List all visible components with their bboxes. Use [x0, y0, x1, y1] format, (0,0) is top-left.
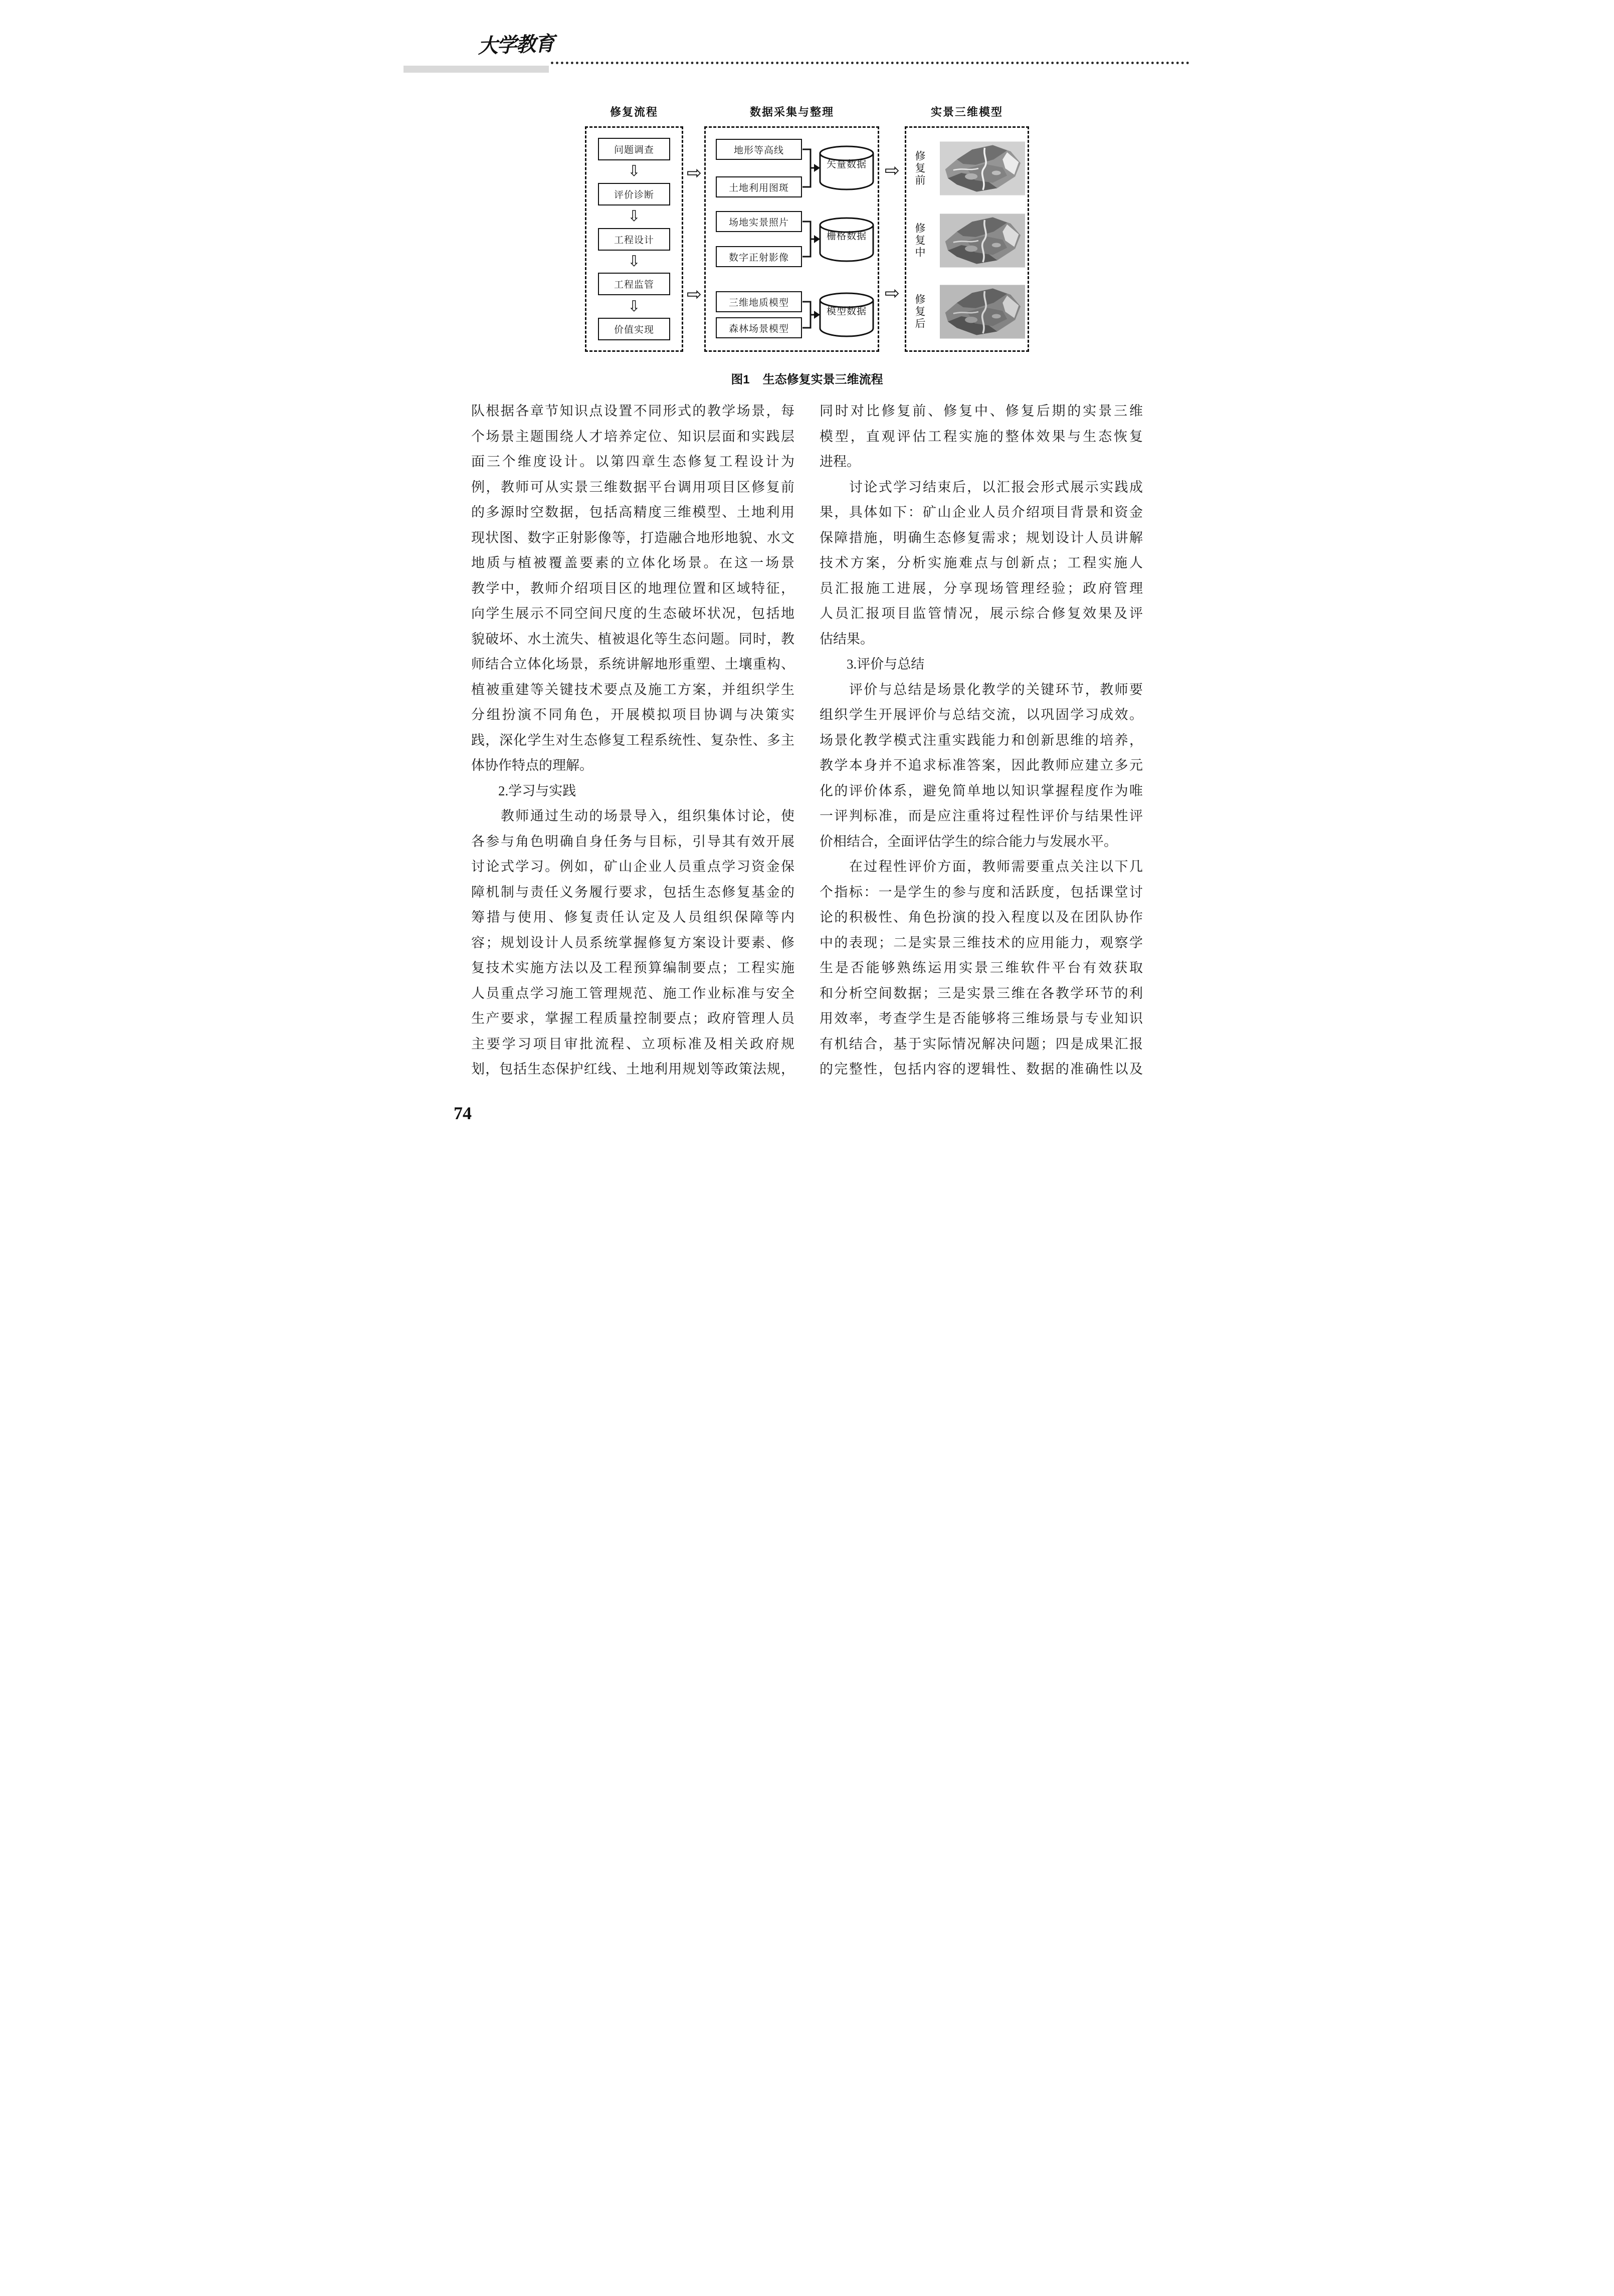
flow-step: 价值实现 — [598, 318, 670, 340]
text-line: 例，教师可从实景三维数据平台调用项目区修复前 — [471, 479, 794, 495]
text-line: 技术方案，分析实施难点与创新点；工程实施人 — [820, 555, 1143, 570]
text-line: 现状图、数字正射影像等，打造融合地形地貌、水文 — [471, 530, 794, 545]
text-line: 的多源时空数据，包括高精度三维模型、土地利用 — [471, 505, 794, 520]
terrain-model-image — [940, 284, 1025, 340]
text-line: 人员重点学习施工管理规范、施工作业标准与安全 — [471, 985, 794, 1001]
text-line: 2.学习与实践 — [471, 783, 576, 798]
down-arrow-icon: ⇩ — [628, 252, 641, 270]
terrain-model-image — [940, 213, 1025, 269]
text-line: 同时对比修复前、修复中、修复后期的实景三维 — [820, 403, 1143, 419]
text-line: 价相结合，全面评估学生的综合能力与发展水平。 — [820, 833, 1117, 849]
text-line: 向学生展示不同空间尺度的生态破坏状况，包括地 — [471, 606, 794, 621]
text-line: 的完整性，包括内容的逻辑性、数据的准确性以及 — [820, 1062, 1143, 1077]
text-line: 践，深化学生对生态修复工程系统性、复杂性、多主 — [471, 732, 794, 748]
header-gray-bar — [404, 66, 549, 73]
source-box: 场地实景照片 — [716, 211, 802, 232]
text-line: 生是否能够熟练运用实景三维软件平台有效获取 — [820, 960, 1143, 975]
text-line: 和分析空间数据；三是实景三维在各教学环节的利 — [820, 985, 1143, 1001]
text-line: 容；规划设计人员系统掌握修复方案设计要素、修 — [471, 935, 794, 950]
text-line: 用效率，考查学生是否能够将三维场景与专业知识 — [820, 1011, 1143, 1026]
body-left-column — [471, 398, 794, 1082]
text-line: 在过程性评价方面，教师需要重点关注以下几 — [820, 859, 1143, 874]
page — [404, 0, 1210, 1148]
stage-label: 修复前 — [914, 150, 926, 186]
source-box: 数字正射影像 — [716, 246, 802, 267]
text-line: 地质与植被覆盖要素的立体化场景。在这一场景 — [471, 555, 794, 570]
down-arrow-icon: ⇩ — [628, 207, 641, 226]
source-box: 三维地质模型 — [716, 291, 802, 312]
text-line: 果，具体如下：矿山企业人员介绍项目背景和资金 — [820, 505, 1143, 520]
flow-step: 评价诊断 — [598, 183, 670, 205]
text-line: 分组扮演不同角色，开展模拟项目协调与决策实 — [471, 707, 794, 722]
down-arrow-icon: ⇩ — [628, 297, 641, 315]
text-line: 划，包括生态保护红线、土地利用规划等政策法规， — [471, 1062, 794, 1077]
flow-step: 工程设计 — [598, 228, 670, 251]
flow-step: 工程监管 — [598, 273, 670, 295]
column-title-flow: 修复流程 — [610, 106, 659, 118]
text-line: 生产要求，掌握工程质量控制要点；政府管理人员 — [471, 1011, 794, 1026]
flow-step: 问题调查 — [598, 138, 670, 160]
stage-label: 修复后 — [914, 294, 926, 330]
source-box: 森林场景模型 — [716, 317, 802, 338]
text-line: 中的表现；二是实景三维技术的应用能力，观察学 — [820, 935, 1143, 950]
text-line: 貌破坏、水土流失、植被退化等生态问题。同时，教 — [471, 631, 794, 647]
text-line: 队根据各章节知识点设置不同形式的教学场景，每 — [471, 403, 794, 419]
text-line: 场景化教学模式注重实践能力和创新思维的培养， — [820, 732, 1143, 748]
cylinder-label: 模型数据 — [826, 306, 867, 317]
page-number: 74 — [454, 1103, 472, 1123]
text-line: 障机制与责任义务履行要求，包括生态修复基金的 — [471, 884, 794, 900]
header-dotted-rule — [551, 62, 1189, 64]
text-line: 组织学生开展评价与总结交流，以巩固学习成效。 — [820, 707, 1143, 722]
text-line: 讨论式学习结束后，以汇报会形式展示实践成 — [820, 479, 1143, 495]
right-arrow-icon: ⇨ — [686, 284, 702, 305]
text-line: 主要学习项目审批流程、立项标准及相关政府规 — [471, 1036, 794, 1052]
text-line: 个指标：一是学生的参与度和活跃度，包括课堂讨 — [820, 884, 1143, 900]
source-box: 土地利用图斑 — [716, 176, 802, 197]
text-line: 3.评价与总结 — [820, 657, 925, 672]
figure-1 — [404, 103, 1210, 387]
text-line: 教学中，教师介绍项目区的地理位置和区域特征， — [471, 580, 794, 596]
body-right-column — [820, 398, 1143, 1082]
text-line: 复技术实施方法以及工程预算编制要点；工程实施 — [471, 960, 794, 975]
figure-caption-label: 图1 — [731, 373, 750, 386]
right-arrow-icon: ⇨ — [884, 160, 900, 181]
text-line: 各参与角色明确自身任务与目标，引导其有效开展 — [471, 833, 794, 849]
column-title-model: 实景三维模型 — [930, 106, 1003, 118]
text-line: 论的积极性、角色扮演的投入程度以及在团队协作 — [820, 910, 1143, 925]
figure-caption — [404, 369, 1210, 387]
text-line: 进程。 — [820, 454, 860, 469]
text-line: 人员汇报项目监管情况，展示综合修复效果及评 — [820, 606, 1143, 621]
journal-logo: 大学教育 — [477, 32, 554, 58]
database-cylinder — [819, 217, 875, 263]
cylinder-label: 矢量数据 — [826, 159, 867, 170]
text-line: 估结果。 — [820, 631, 874, 647]
text-line: 保障措施，明确生态修复需求；规划设计人员讲解 — [820, 530, 1143, 545]
text-line: 化的评价体系，避免简单地以知识掌握程度作为唯 — [820, 783, 1143, 798]
text-line: 有机结合，基于实际情况解决问题；四是成果汇报 — [820, 1036, 1143, 1052]
text-line: 师结合立体化场景，系统讲解地形重塑、土壤重构、 — [471, 657, 794, 672]
text-line: 模型，直观评估工程实施的整体效果与生态恢复 — [820, 429, 1143, 444]
text-line: 植被重建等关键技术要点及施工方案，并组织学生 — [471, 682, 794, 697]
text-line: 讨论式学习。例如，矿山企业人员重点学习资金保 — [471, 859, 794, 874]
database-cylinder — [819, 145, 875, 191]
column-title-data: 数据采集与整理 — [749, 106, 835, 118]
stage-label: 修复中 — [914, 223, 926, 259]
text-line: 教师通过生动的场景导入，组织集体讨论，使 — [471, 808, 794, 823]
right-arrow-icon: ⇨ — [884, 283, 900, 304]
flowchart-canvas — [584, 103, 1030, 353]
database-cylinder — [819, 292, 875, 338]
text-line: 筹措与使用、修复责任认定及人员组织保障等内 — [471, 910, 794, 925]
source-box: 地形等高线 — [716, 139, 802, 160]
right-arrow-icon: ⇨ — [686, 163, 702, 183]
terrain-model-image — [940, 140, 1025, 196]
text-line: 评价与总结是场景化教学的关键环节，教师要 — [820, 682, 1143, 697]
text-line: 面三个维度设计。以第四章生态修复工程设计为 — [471, 454, 794, 469]
text-line: 员汇报施工进展，分享现场管理经验；政府管理 — [820, 580, 1143, 596]
cylinder-label: 栅格数据 — [826, 231, 867, 242]
text-line: 教学本身并不追求标准答案，因此教师应建立多元 — [820, 758, 1143, 773]
text-line: 个场景主题围绕人才培养定位、知识层面和实践层 — [471, 429, 794, 444]
text-line: 体协作特点的理解。 — [471, 758, 593, 773]
down-arrow-icon: ⇩ — [628, 162, 641, 180]
figure-caption-title: 生态修复实景三维流程 — [762, 373, 883, 386]
text-line: 一评判标准，而是应注重将过程性评价与结果性评 — [820, 808, 1143, 823]
